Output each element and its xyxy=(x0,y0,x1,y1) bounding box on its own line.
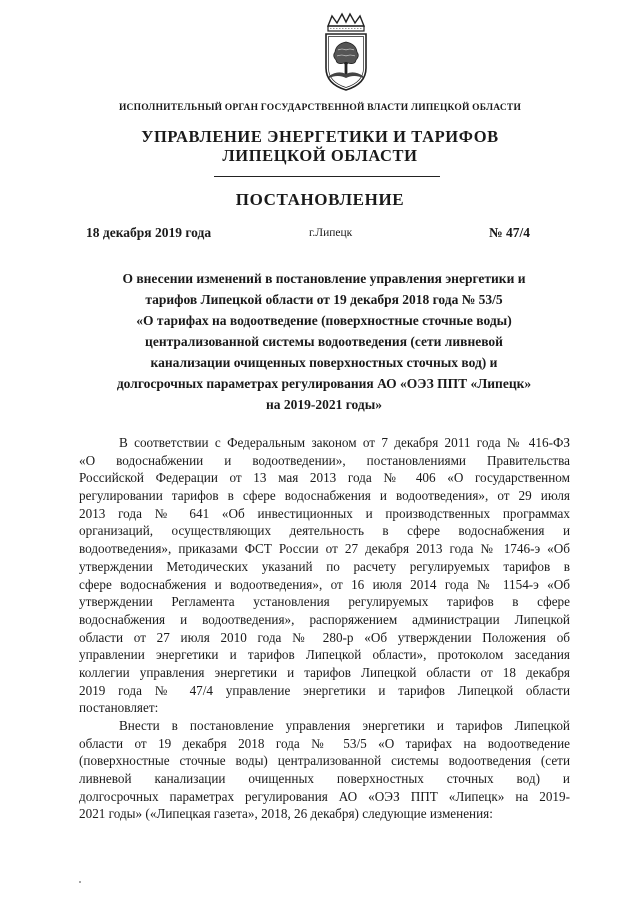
document-date: 18 декабря 2019 года xyxy=(86,225,212,240)
paragraph-legal-basis xyxy=(79,434,570,717)
body-line: сфере водоснабжения и водоотведения», от 16 июля 2014 года № 1154-э «Об xyxy=(79,576,570,592)
document-body xyxy=(79,434,570,823)
paragraph-resolution xyxy=(79,717,570,823)
lipetsk-coat-of-arms-icon xyxy=(318,12,374,92)
body-line: 2013 года № 641 «Об инвестиционных и производственных программах xyxy=(79,505,570,521)
body-line: 2019 года № 47/4 управление энергетики и тарифов Липецкой области xyxy=(79,682,570,698)
body-line: водоотведения», приказами ФСТ России от 27 декабря 2013 года № 1746-э «Об xyxy=(79,541,570,557)
body-line: В соответствии с Федеральным законом от 7 декабря 2011 года № 416-ФЗ xyxy=(119,435,570,450)
document-city: г.Липецк xyxy=(309,227,353,239)
body-line: ливневой канализации очищенных поверхностных сточных вод) и xyxy=(79,771,570,787)
document-title xyxy=(84,268,564,415)
department-name-line-1: УПРАВЛЕНИЕ ЭНЕРГЕТИКИ И ТАРИФОВ xyxy=(141,127,499,146)
title-line: централизованной системы водоотведения (сети ливневой xyxy=(145,334,503,349)
title-line: канализации очищенных поверхностных сточных вод) и xyxy=(150,355,498,370)
title-line: долгосрочных параметрах регулирования АО «ОЭЗ ППТ «Липецк» xyxy=(116,376,532,391)
body-line: коллегии управления энергетики и тарифов Липецкой области от 18 декабря xyxy=(79,664,570,680)
body-line: «О водоснабжении и водоотведении», постановлениями Правительства xyxy=(79,452,570,468)
body-line: регулировании тарифов в сфере водоснабжения и водоотведения», от 29 июля xyxy=(79,488,570,504)
body-line: утверждении Методических указаний по расчету регулируемых тарифов в xyxy=(79,558,570,574)
department-name xyxy=(0,127,640,165)
department-name-line-2: ЛИПЕЦКОЙ ОБЛАСТИ xyxy=(222,146,418,165)
body-line: Российской Федерации от 13 мая 2013 года № 406 «О государственном xyxy=(79,470,570,486)
body-line: долгосрочных параметрах регулирования АО «ОЭЗ ППТ «Липецк» на 2019- xyxy=(79,788,570,804)
body-line: водоснабжения и водоотведения», распоряжением администрации Липецкой xyxy=(79,611,570,627)
document-number: № 47/4 xyxy=(489,225,530,240)
title-line: на 2019-2021 годы» xyxy=(265,397,383,412)
header-divider xyxy=(214,176,440,177)
title-line: О внесении изменений в постановление управления энергетики и xyxy=(122,271,526,286)
body-line: Внести в постановление управления энергетики и тарифов Липецкой xyxy=(119,718,570,733)
body-line: (поверхностные сточные воды) централизованной системы водоотведения (сети xyxy=(79,753,570,769)
document-type-heading: ПОСТАНОВЛЕНИЕ xyxy=(235,190,405,209)
body-line: управлении энергетики и тарифов Липецкой области», протоколом заседания xyxy=(79,647,570,663)
title-line: тарифов Липецкой области от 19 декабря 2018 года № 53/5 xyxy=(145,292,503,307)
body-line: области от 19 декабря 2018 года № 53/5 «О тарифах на водоотведение xyxy=(79,735,570,751)
body-line: 2021 годы» («Липецкая газета», 2018, 26 декабря) следующие изменения: xyxy=(79,806,493,822)
title-line: «О тарифах на водоотведение (поверхностные сточные воды) xyxy=(136,313,512,328)
scan-artifact xyxy=(79,881,81,883)
body-line: постановляет: xyxy=(79,700,159,716)
body-line: утверждении Регламента установления регулируемых тарифов в сфере xyxy=(79,594,570,610)
body-line: организаций, осуществляющих деятельность в сфере водоснабжения и xyxy=(79,523,570,539)
issuing-authority-line: ИСПОЛНИТЕЛЬНЫЙ ОРГАН ГОСУДАРСТВЕННОЙ ВЛАСТИ ЛИПЕЦКОЙ ОБЛАСТИ xyxy=(118,103,522,113)
body-line: области от 27 июля 2010 года № 280-р «Об утверждении Положения об xyxy=(79,629,570,645)
